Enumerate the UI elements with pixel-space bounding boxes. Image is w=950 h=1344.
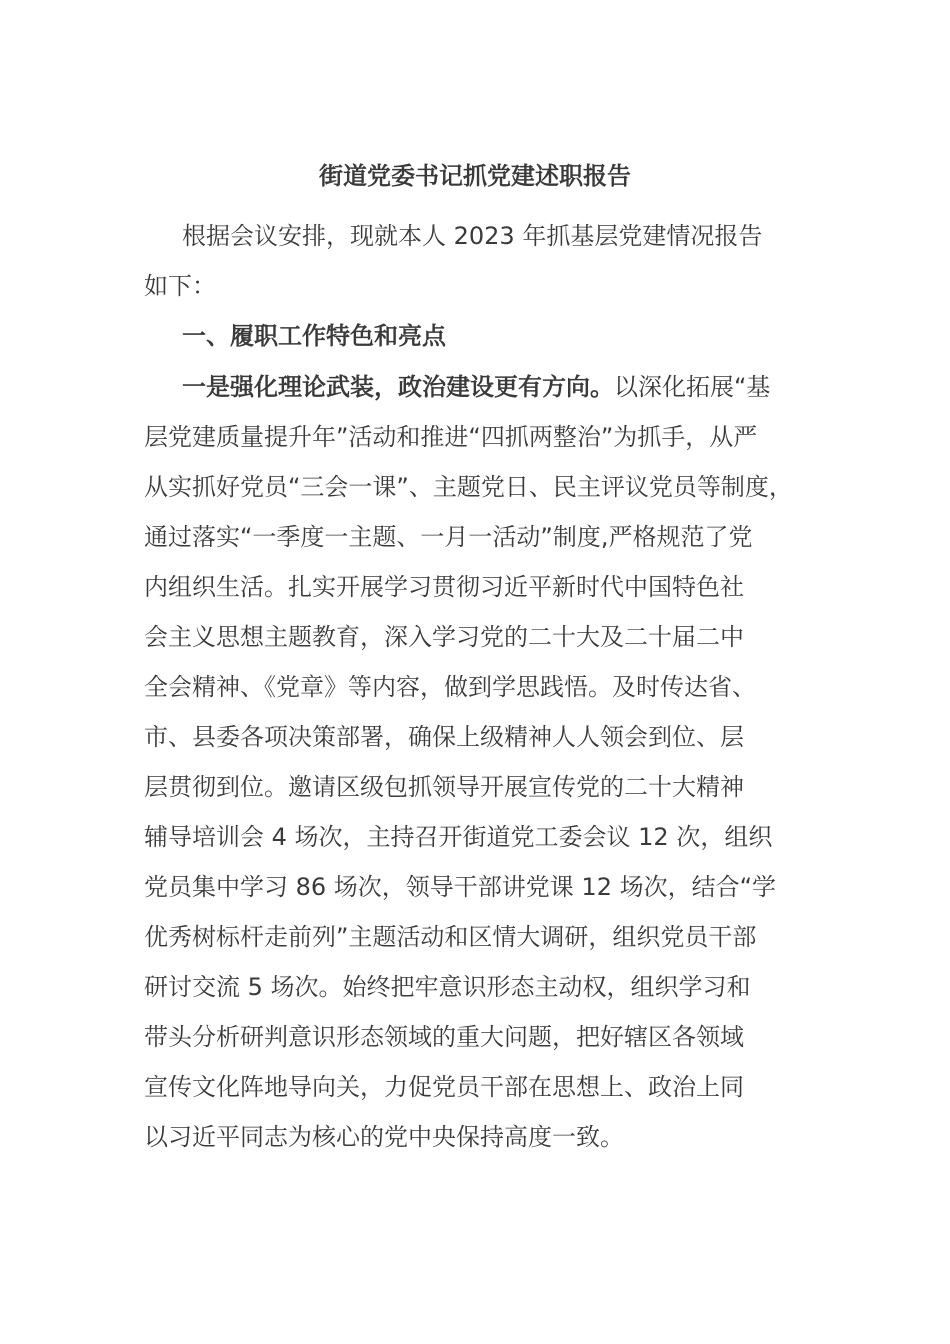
intro-line-2: 如下： [144, 272, 216, 300]
paragraph-first-line [182, 369, 770, 405]
paragraph-line: 层贯彻到位。邀请区级包抓领导开展宣传党的二十大精神 [144, 773, 744, 801]
paragraph-line: 通过落实“一季度一主题、一月一活动”制度,严格规范了党 [144, 523, 753, 551]
paragraph-line: 以习近平同志为核心的党中央保持高度一致。 [144, 1123, 624, 1151]
section-heading: 一、履职工作特色和亮点 [182, 322, 446, 350]
paragraph-line: 宣传文化阵地导向关，力促党员干部在思想上、政治上同 [144, 1073, 744, 1101]
paragraph-line: 辅导培训会 4 场次，主持召开街道党工委会议 12 次，组织 [144, 823, 773, 851]
paragraph-line: 优秀树标杆走前列”主题活动和区情大调研，组织党员干部 [144, 923, 757, 951]
paragraph-line: 从实抓好党员“三会一课”、主题党日、民主评议党员等制度， [144, 473, 793, 501]
paragraph-line: 全会精神、《党章》等内容，做到学思践悟。及时传达省、 [144, 673, 756, 701]
paragraph-line: 内组织生活。扎实开展学习贯彻习近平新时代中国特色社 [144, 573, 744, 601]
paragraph-line: 以深化拓展“基 [614, 373, 771, 401]
paragraph-line: 层党建质量提升年”活动和推进“四抓两整治”为抓手，从严 [144, 423, 758, 451]
paragraph-line: 带头分析研判意识形态领域的重大问题，把好辖区各领域 [144, 1023, 744, 1051]
paragraph-line: 研讨交流 5 场次。始终把牢意识形态主动权，组织学习和 [144, 973, 751, 1001]
intro-line-1: 根据会议安排，现就本人 2023 年抓基层党建情况报告 [182, 222, 763, 250]
paragraph-line: 会主义思想主题教育，深入学习党的二十大及二十届二中 [144, 623, 744, 651]
paragraph-line: 党员集中学习 86 场次，领导干部讲党课 12 场次，结合“学 [144, 873, 777, 901]
document-title: 街道党委书记抓党建述职报告 [319, 162, 631, 190]
paragraph-line: 市、县委各项决策部署，确保上级精神人人领会到位、层 [144, 723, 744, 751]
paragraph-lead: 一是强化理论武装，政治建设更有方向。 [182, 373, 614, 401]
